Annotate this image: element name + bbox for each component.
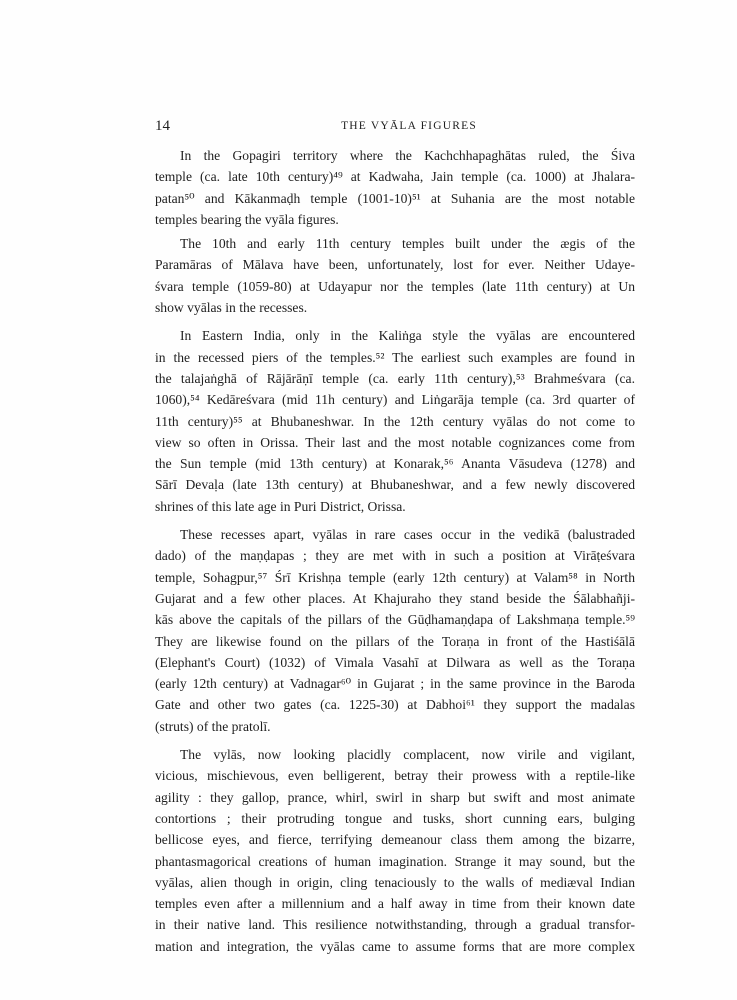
text-line: dado) of the maṇḍapas ; they are met with in such a position at Virāṭeśvara xyxy=(155,548,635,564)
text-line: Sārī Devaḷa (late 13th century) at Bhubaneshwar, and a few newly discovered xyxy=(155,477,635,493)
text-line: phantasmagorical creations of human imagination. Strange it may sound, but the xyxy=(155,853,635,869)
text-line: the Sun temple (mid 13th century) at Konarak,⁵⁶ Ananta Vāsudeva (1278) and xyxy=(155,456,635,472)
text-line: 11th century)⁵⁵ at Bhubaneshwar. In the 12th century vyālas do not come to xyxy=(155,413,635,429)
text-line: vyālas, alien though in origin, cling tenaciously to the walls of mediæval Indian xyxy=(155,874,635,890)
running-head: THE VYĀLA FIGURES xyxy=(341,120,477,132)
text-line: They are likewise found on the pillars of the Toraṇa in front of the Hastiśālā xyxy=(155,633,635,649)
text-line: agility : they gallop, prance, whirl, swirl in sharp but swift and most animate xyxy=(155,789,635,805)
text-line: Gate and other two gates (ca. 1225-30) at Dabhoi⁶¹ they support the madalas xyxy=(155,697,635,713)
text-line: contortions ; their protruding tongue and tusks, short cunning ears, bulging xyxy=(155,810,635,826)
text-line: (Elephant's Court) (1032) of Vimala Vasahī at Dilwara as well as the Toraṇa xyxy=(155,654,635,670)
text-line: the talajaṅghā of Rājārāṇī temple (ca. early 11th century),⁵³ Brahmeśvara (ca. xyxy=(155,370,635,386)
text-line: temple, Sohagpur,⁵⁷ Śrī Krishṇa temple (early 12th century) at Valam⁵⁸ in North xyxy=(155,569,635,585)
paragraph xyxy=(155,325,635,517)
text-line: The vylās, now looking placidly complacent, now virile and vigilant, xyxy=(180,747,635,763)
text-line: In the Gopagiri territory where the Kachchhapaghātas ruled, the Śiva xyxy=(180,148,635,163)
text-line: in their native land. This resilience notwithstanding, through a gradual transfor- xyxy=(155,917,635,933)
text-line: Paramāras of Mālava have been, unfortunately, lost for ever. Neither Udaye- xyxy=(155,257,635,273)
text-line: show vyālas in the recesses. xyxy=(155,300,308,316)
text-line: śvara temple (1059-80) at Udayapur nor the temples (late 11th century) at Un xyxy=(155,278,635,294)
text-line: mation and integration, the vyālas came to assume forms that are more complex xyxy=(155,938,635,954)
text-line: vicious, mischievous, even belligerent, betray their prowess with a reptile-like xyxy=(155,768,635,784)
text-line: temple (ca. late 10th century)⁴⁹ at Kadwaha, Jain temple (ca. 1000) at Jhalara- xyxy=(155,169,635,185)
text-line: in the recessed piers of the temples.⁵² The earliest such examples are found in xyxy=(155,349,635,365)
text-line: view so often in Orissa. Their last and the most notable cognizances come from xyxy=(155,434,635,450)
paragraph xyxy=(155,145,635,230)
text-line: In Eastern India, only in the Kaliṅga style the vyālas are encountered xyxy=(180,328,635,344)
text-line: The 10th and early 11th century temples built under the ægis of the xyxy=(180,236,635,252)
text-line: temples bearing the vyāla figures. xyxy=(155,211,339,227)
paragraph xyxy=(155,233,635,318)
text-line: 1060),⁵⁴ Kedāreśvara (mid 11h century) and Liṅgarāja temple (ca. 3rd quarter of xyxy=(155,392,635,408)
paragraph xyxy=(155,524,635,737)
page-header xyxy=(155,118,633,138)
text-line: (struts) of the pratolī. xyxy=(155,718,271,734)
body-text xyxy=(155,145,635,957)
text-line: (early 12th century) at Vadnagar⁶⁰ in Gujarat ; in the same province in the Baroda xyxy=(155,676,635,692)
text-line: kās above the capitals of the pillars of the Gūḍhamaṇḍapa of Lakshmaṇa temple.⁵⁹ xyxy=(155,612,635,628)
page-number: 14 xyxy=(155,118,170,134)
text-line: These recesses apart, vyālas in rare cases occur in the vedikā (balustraded xyxy=(180,527,635,543)
text-line: temples even after a millennium and a half away in time from their known date xyxy=(155,896,635,912)
paragraph xyxy=(155,744,635,957)
text-line: patan⁵⁰ and Kākanmaḍh temple (1001-10)⁵¹ at Suhania are the most notable xyxy=(155,190,635,206)
text-line: bellicose eyes, and fierce, terrifying demeanour class them among the bizarre, xyxy=(155,832,635,848)
text-line: Gujarat and a few other places. At Khajuraho they stand beside the Śālabhañji- xyxy=(155,590,635,606)
text-line: shrines of this late age in Puri District, Orissa. xyxy=(155,498,406,514)
